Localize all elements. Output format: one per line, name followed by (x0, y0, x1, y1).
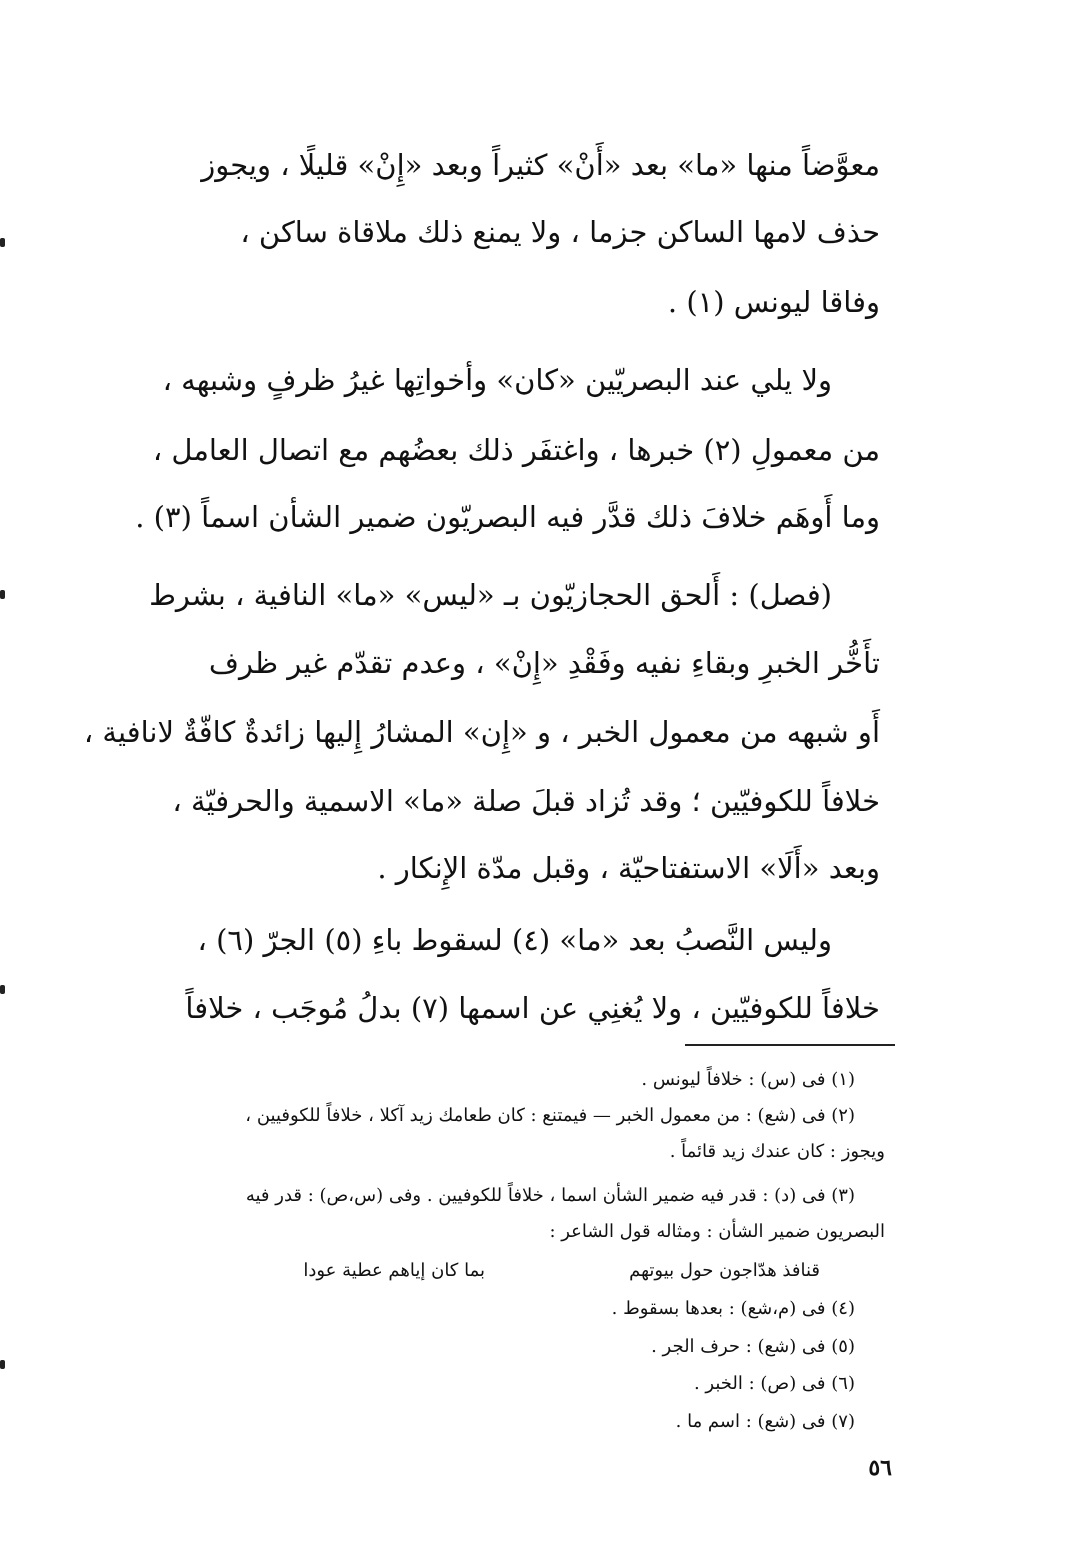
footnote-verse (150, 1257, 885, 1285)
footnote-5: (٥) فى (شع) : حرف الجر . (651, 1336, 855, 1357)
verse-second-hemistich: بما كان إياهم عطية عودا (303, 1260, 485, 1281)
body-line-2: حذف لامها الساكن جزما ، ولا يمنع ذلك ملاقاة ساكن ، (240, 215, 880, 249)
body-line-4: ولا يلي عند البصريّين «كان» وأخواتِها غيرُ ظرفٍ وشبهه ، (162, 363, 832, 397)
footnote-6: (٦) فى (ص) : الخبر . (693, 1373, 855, 1394)
footnote-7: (٧) فى (شع) : اسم ما . (675, 1411, 855, 1432)
footnote-2: (٢) فى (شع) : من معمول الخبر — فيمتنع : كان طعامك زيد آكلا ، خلافاً للكوفيين ، (245, 1105, 855, 1126)
body-line-12: وليس النَّصبُ بعد «ما» (٤) لسقوط باءِ (٥) الجرّ (٦) ، (197, 923, 832, 957)
body-line-6: وما أَوهَم خلافَ ذلك قدَّر فيه البصريّون ضمير الشأن اسماً (٣) . (135, 500, 880, 534)
body-line-1: معوَّضاً منها «ما» بعد «أَنْ» كثيراً وبعد «إِنْ» قليلًا ، ويجوز (201, 148, 880, 182)
footnote-3-cont: البصريون ضمير الشأن : ومثاله قول الشاعر : (549, 1221, 885, 1242)
body-line-7: (فصل) : أَلحق الحجازيّون بـ «ليس» «ما» النافية ، بشرط (149, 578, 832, 612)
body-line-9: أَو شبهه من معمول الخبر ، و «إِن» المشارُ إِليها زائدةٌ كافّةٌ لانافية ، (83, 715, 880, 749)
edge-mark (0, 985, 5, 994)
page-number: ٥٦ (868, 1455, 892, 1481)
edge-mark (0, 590, 5, 599)
footnote-4: (٤) فى (م،شع) : بعدها بسقوط . (611, 1298, 855, 1319)
footnote-1: (١) فى (س) : خلافاً ليونس . (641, 1069, 855, 1090)
body-line-3: وفاقا ليونس (١) . (667, 285, 880, 319)
body-line-13: خلافاً للكوفيّين ، ولا يُغنِي عن اسمها (٧) بدلُ مُوجَب ، خلافاً (185, 991, 880, 1025)
body-line-11: وبعد «أَلَا» الاستفتاحيّة ، وقبل مدّة الإِنكار . (377, 851, 880, 885)
body-line-10: خلافاً للكوفيّين ؛ وقد تُزاد قبلَ صلة «ما» الاسمية والحرفيّة ، (172, 784, 880, 818)
edge-mark (0, 238, 5, 247)
body-line-5: من معمولِ (٢) خبرها ، واغتفَر ذلك بعضُهم مع اتصال العامل ، (152, 433, 880, 467)
footnote-2-cont: ويجوز : كان عندك زيد قائماً . (669, 1141, 885, 1162)
footnote-divider (685, 1044, 895, 1046)
footnote-3: (٣) فى (د) : قدر فيه ضمير الشأن اسما ، خلافاً للكوفيين . وفى (س،ص) : قدر فيه (245, 1185, 855, 1206)
edge-mark (0, 1360, 5, 1369)
verse-first-hemistich: قنافذ هدّاجون حول بيوتهم (629, 1260, 820, 1281)
body-line-8: تأَخُّر الخبرِ وبقاءِ نفيه وفَقْدِ «إِنْ» ، وعدم تقدّم غير ظرف (208, 646, 880, 680)
